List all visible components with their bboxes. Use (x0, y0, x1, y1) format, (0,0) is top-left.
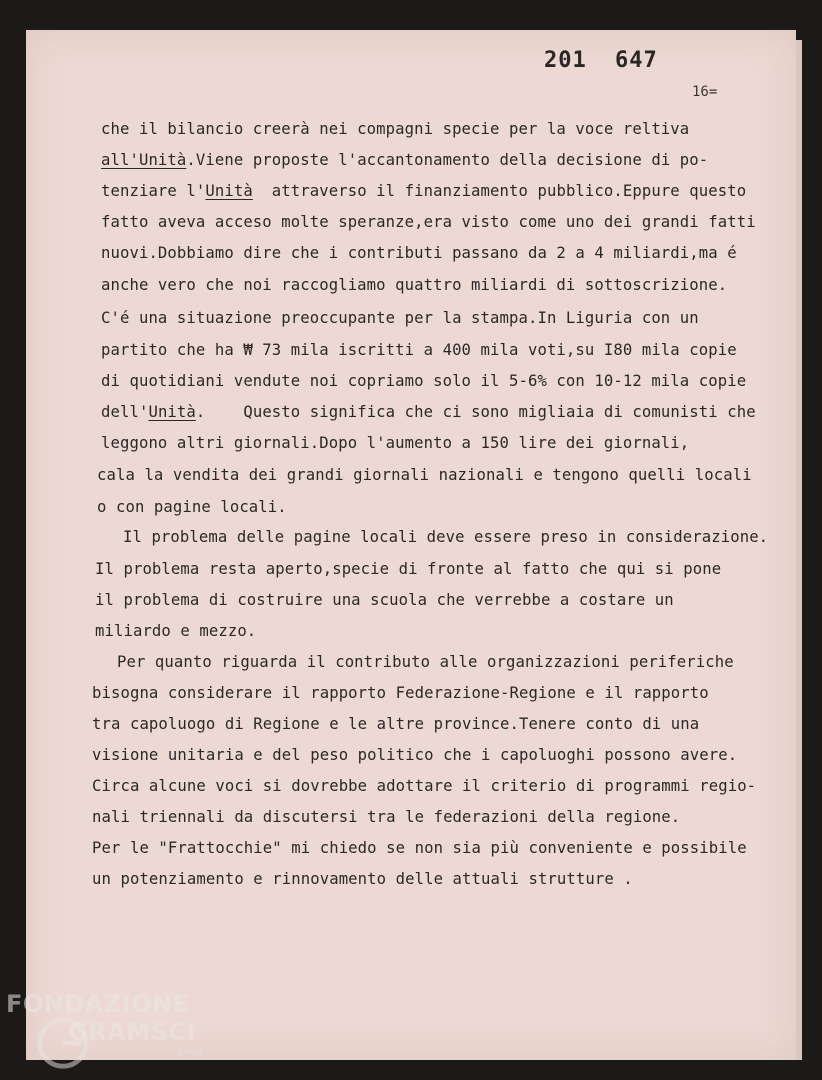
text-line-06: anche vero che noi raccogliamo quattro miliardi di sottoscrizione. (101, 276, 728, 294)
text-line-07: C'é una situazione preoccupante per la stampa.In Liguria con un (101, 309, 699, 327)
text-line-02: all'Unità.Viene proposte l'accantonamento della decisione di po- (101, 151, 709, 169)
text-line-20: tra capoluogo di Regione e le altre province.Tenere conto di una (92, 715, 700, 733)
underlined-unita: Unità (205, 182, 253, 200)
text-line-14: Il problema delle pagine locali deve essere preso in considerazione. (104, 528, 769, 546)
text-line-24: Per le "Frattocchie" mi chiedo se non sia più conveniente e possibile (92, 839, 747, 857)
text-line-17: miliardo e mezzo. (95, 622, 257, 640)
page-number: 16= (692, 84, 718, 100)
page-edge (796, 40, 802, 1060)
text-line-18: Per quanto riguarda il contributo alle organizzazioni periferiche (98, 653, 734, 671)
text-line-03: tenziare l'Unità attraverso il finanziamento pubblico.Eppure questo (101, 182, 747, 200)
text-line-23: nali triennali da discutersi tra le federazioni della regione. (92, 808, 681, 826)
text-line-21: visione unitaria e del peso politico che i capoluoghi possono avere. (92, 746, 738, 764)
text-line-08: partito che ha ₩ 73 mila iscritti a 400 mila voti,su I80 mila copie (101, 341, 737, 359)
watermark-line2: GRAMSCI (68, 1018, 196, 1046)
text-line-10: dell'Unità. Questo significa che ci sono migliaia di comunisti che (101, 403, 756, 421)
watermark-line1: FONDAZIONE (6, 990, 190, 1018)
text-line-15: Il problema resta aperto,specie di fronte al fatto che qui si pone (95, 560, 722, 578)
text-line-11: leggono altri giornali.Dopo l'aumento a 150 lire dei giornali, (101, 434, 690, 452)
text-line-05: nuovi.Dobbiamo dire che i contributi passano da 2 a 4 miliardi,ma é (101, 244, 737, 262)
document-number: 201 647 (544, 48, 658, 73)
watermark-small: onlus (178, 1048, 203, 1058)
text-line-25: un potenziamento e rinnovamento delle attuali strutture . (92, 870, 633, 888)
text-line-01: che il bilancio creerà nei compagni specie per la voce reltiva (101, 120, 690, 138)
text-line-12: cala la vendita dei grandi giornali nazionali e tengono quelli locali (97, 466, 752, 484)
typewritten-page (26, 30, 796, 1060)
underlined-unita: Unità (148, 403, 196, 421)
text-line-09: di quotidiani vendute noi copriamo solo il 5-6% con 10-12 mila copie (101, 372, 747, 390)
underlined-unita: all'Unità (101, 151, 187, 169)
text-line-04: fatto aveva acceso molte speranze,era visto come uno dei grandi fatti (101, 213, 756, 231)
text-line-19: bisogna considerare il rapporto Federazione-Regione e il rapporto (92, 684, 709, 702)
text-line-16: il problema di costruire una scuola che verrebbe a costare un (95, 591, 674, 609)
text-line-13: o con pagine locali. (97, 498, 287, 516)
text-line-22: Circa alcune voci si dovrebbe adottare il criterio di programmi regio- (92, 777, 757, 795)
